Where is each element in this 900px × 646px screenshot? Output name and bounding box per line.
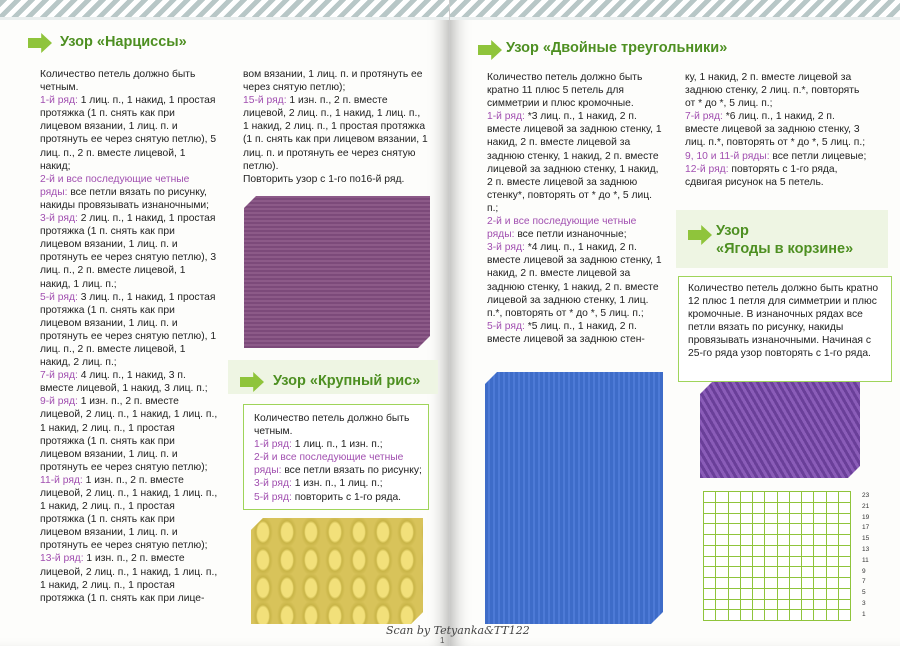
decorative-zigzag-border <box>450 0 900 20</box>
chart-cell <box>814 600 825 610</box>
chart-cell <box>753 610 764 620</box>
chart-cell <box>814 578 825 588</box>
row-label: 2-й и все последующие четные ряды: <box>487 216 637 241</box>
chart-cell <box>704 492 715 502</box>
chart-cell <box>704 524 715 534</box>
chart-row-number: 9 <box>862 567 866 575</box>
chart-cell <box>778 492 789 502</box>
chart-row-number: 11 <box>862 556 869 564</box>
chart-cell <box>753 503 764 513</box>
chart-row-number: 17 <box>862 524 870 532</box>
chart-cell <box>704 589 715 599</box>
chart-row-number: 15 <box>862 535 870 543</box>
row-label: 15-й ряд: <box>243 95 287 107</box>
chart-cell <box>814 589 825 599</box>
chart-row-number: 21 <box>862 502 870 510</box>
chart-cell <box>839 557 850 567</box>
narcissus-pattern-photo <box>244 196 430 348</box>
rice-pattern-photo <box>251 518 423 624</box>
chart-cell <box>778 514 789 524</box>
chart-cell <box>704 503 715 513</box>
chart-cell <box>778 589 789 599</box>
chart-cell <box>827 610 838 620</box>
row-label: 2-й и все последующие четные ряды: <box>40 173 190 198</box>
row-instruction: 1 лиц. п., 1 изн. п.; <box>291 439 383 451</box>
chart-cell <box>802 589 813 599</box>
chart-cell <box>753 600 764 610</box>
chart-cell <box>778 610 789 620</box>
row-label: 2-й и все последующие четные ряды: <box>254 452 404 477</box>
chart-cell <box>827 567 838 577</box>
chart-cell <box>827 546 838 556</box>
chart-cell <box>802 610 813 620</box>
chart-cell <box>716 567 727 577</box>
text-paragraph <box>254 438 422 451</box>
row-instruction: Повторить узор с 1-го по16-й ряд. <box>243 173 405 185</box>
chart-cell <box>753 535 764 545</box>
chart-cell <box>704 557 715 567</box>
chart-cell <box>839 578 850 588</box>
chart-cell <box>790 524 801 534</box>
chart-cell <box>790 546 801 556</box>
row-instruction: все петли лицевые; <box>769 150 867 162</box>
chart-cell <box>827 535 838 545</box>
chart-cell <box>716 535 727 545</box>
rice-text-box <box>243 404 429 510</box>
chart-cell <box>741 546 752 556</box>
berries-knitting-chart <box>703 491 851 621</box>
chart-cell <box>790 503 801 513</box>
chart-cell <box>802 524 813 534</box>
text-paragraph <box>40 291 218 370</box>
chart-cell <box>790 557 801 567</box>
chart-cell <box>839 492 850 502</box>
row-label: 3-й ряд: <box>254 478 292 490</box>
chart-cell <box>778 546 789 556</box>
row-instruction: Количество петель должно быть кратно 11 плюс 5 петель для симметрии и плюс кромочные. <box>487 72 643 110</box>
text-paragraph <box>40 369 218 395</box>
row-instruction: все петли изнаночные; <box>514 229 627 241</box>
chart-cell <box>741 567 752 577</box>
chart-cell <box>827 557 838 567</box>
chart-cell <box>716 610 727 620</box>
chart-cell <box>716 546 727 556</box>
chart-cell <box>765 600 776 610</box>
row-label: 7-й ряд: <box>40 370 78 382</box>
row-instruction: 1 изн. п., 2 п. вместе лицевой, 2 лиц. п., 1 накид, 1 лиц. п., 1 накид, 2 лиц. п., 1 простая протяжка (1 п. снять как при лицевом вязании, 1 лиц. п. и протянуть ее через снятую петлю); <box>40 474 218 552</box>
chart-cell <box>716 514 727 524</box>
chart-cell <box>827 589 838 599</box>
row-instruction: Количество петель должно быть четным. <box>254 413 410 438</box>
chart-cell <box>827 578 838 588</box>
chart-cell <box>839 546 850 556</box>
row-instruction: вом вязании, 1 лиц. п. и протянуть ее через снятую петлю); <box>243 69 423 94</box>
chart-row-number: 13 <box>862 545 870 553</box>
text-paragraph <box>685 71 871 110</box>
chart-cell <box>765 557 776 567</box>
chart-cell <box>802 546 813 556</box>
row-instruction: Количество петель должно быть четным. <box>40 69 196 94</box>
row-instruction: повторять с 1-го ряда, сдвигая рисунок на 5 петель. <box>685 163 838 188</box>
chart-cell <box>753 557 764 567</box>
text-paragraph <box>40 68 218 94</box>
chart-cell <box>753 567 764 577</box>
chart-cell <box>729 600 740 610</box>
chart-cell <box>814 514 825 524</box>
chart-cell <box>790 535 801 545</box>
chart-cell <box>741 503 752 513</box>
chart-cell <box>778 557 789 567</box>
text-paragraph <box>40 212 218 291</box>
chart-cell <box>765 524 776 534</box>
chart-cell <box>802 578 813 588</box>
chart-cell <box>839 610 850 620</box>
chart-cell <box>729 546 740 556</box>
row-label: 5-й ряд: <box>40 291 78 303</box>
chart-row-number: 5 <box>862 589 866 597</box>
chart-cell <box>802 492 813 502</box>
chart-cell <box>790 492 801 502</box>
chart-cell <box>716 557 727 567</box>
chart-cell <box>790 589 801 599</box>
chart-cell <box>839 524 850 534</box>
row-label: 1-й ряд: <box>487 111 525 123</box>
text-paragraph <box>254 451 422 477</box>
chart-cell <box>814 503 825 513</box>
text-paragraph <box>243 173 428 186</box>
chart-cell <box>839 567 850 577</box>
chart-cell <box>704 610 715 620</box>
chart-row-number: 3 <box>862 599 866 607</box>
row-instruction: *6 лиц. п., 1 накид, 2 п. вместе лицевой за заднюю стенку, 3 лиц. п.*, повторять от * до *, 5 лиц. п.; <box>685 111 866 149</box>
chart-cell <box>765 492 776 502</box>
chart-cell <box>753 514 764 524</box>
chart-cell <box>716 578 727 588</box>
decorative-zigzag-border <box>0 0 449 20</box>
rice-text <box>254 412 422 504</box>
chart-cell <box>778 524 789 534</box>
text-paragraph <box>487 71 662 110</box>
row-instruction: *5 лиц. п., 1 накид, 2 п. вместе лицевой за заднюю стен- <box>487 320 645 345</box>
berries-title-line1: Узор <box>716 223 749 239</box>
chart-cell <box>778 600 789 610</box>
chart-cell <box>802 514 813 524</box>
triangles-title: Узор «Двойные треугольники» <box>506 40 728 56</box>
text-paragraph <box>487 110 662 215</box>
row-label: 13-й ряд: <box>40 553 84 565</box>
row-instruction: *3 лиц. п., 1 накид, 2 п. вместе лицевой за заднюю стенку, 1 накид, 2 п. вместе лицевой за заднюю стенку, 1 накид, 2 п. вместе лицевой за заднюю стенку, 1 накид, 2 п. вместе лицевой за заднюю стенку*, повторять от * до *, 5 лиц. п.; <box>487 111 662 214</box>
chart-cell <box>827 514 838 524</box>
chart-cell <box>839 503 850 513</box>
berries-title <box>716 222 853 258</box>
chart-cell <box>753 524 764 534</box>
row-label: 9-й ряд: <box>40 396 78 408</box>
chart-row-number: 23 <box>862 492 870 499</box>
chart-cell <box>790 578 801 588</box>
chart-cell <box>778 535 789 545</box>
narcissus-title: Узор «Нарциссы» <box>60 34 187 50</box>
text-paragraph <box>685 163 871 189</box>
berries-text-box <box>678 276 892 382</box>
row-label: 9, 10 и 11-й ряды: <box>685 150 770 162</box>
chart-cell <box>778 503 789 513</box>
row-instruction: ку, 1 накид, 2 п. вместе лицевой за заднюю стенку, 2 лиц. п.*, повторять от * до *, 5 лиц. п.; <box>685 72 860 110</box>
text-paragraph <box>487 241 662 320</box>
chart-cell <box>729 492 740 502</box>
chart-cell <box>765 610 776 620</box>
text-paragraph <box>254 412 422 438</box>
chart-cell <box>741 535 752 545</box>
chart-cell <box>814 535 825 545</box>
row-instruction: 2 лиц. п., 1 накид, 1 простая протяжка (1 п. снять как при лицевом вязании, 1 лиц. п. и протянуть ее через снятую петлю), 3 лиц. п., 2 п. вместе лицевой, 1 накид, 1 лиц. п.; <box>40 213 217 290</box>
chart-cell <box>839 514 850 524</box>
chart-cell <box>827 503 838 513</box>
chart-cell <box>704 578 715 588</box>
chart-cell <box>704 514 715 524</box>
chart-cell <box>765 514 776 524</box>
chart-cell <box>839 535 850 545</box>
chart-cell <box>814 567 825 577</box>
row-instruction: 4 лиц. п., 1 накид, 3 п. вместе лицевой, 1 накид, 3 лиц. п.; <box>40 370 208 395</box>
chart-cell <box>765 535 776 545</box>
row-label: 12-й ряд: <box>685 163 729 175</box>
chart-cell <box>741 514 752 524</box>
chart-cell <box>814 557 825 567</box>
berries-pattern-photo <box>700 382 860 478</box>
chart-cell <box>827 524 838 534</box>
chart-cell <box>814 524 825 534</box>
chart-cell <box>753 578 764 588</box>
chart-cell <box>839 589 850 599</box>
rice-title: Узор «Крупный рис» <box>273 373 421 389</box>
row-label: 3-й ряд: <box>40 213 78 225</box>
chart-cell <box>741 524 752 534</box>
berries-title-line2: «Ягоды в корзине» <box>716 241 854 257</box>
chart-cell <box>778 578 789 588</box>
chart-cell <box>716 524 727 534</box>
row-label: 5-й ряд: <box>487 320 525 332</box>
chart-cell <box>765 567 776 577</box>
chart-cell <box>765 589 776 599</box>
text-paragraph <box>40 552 218 604</box>
chart-cell <box>741 492 752 502</box>
chart-cell <box>753 492 764 502</box>
triangles-text-col2 <box>685 71 871 189</box>
row-instruction: все петли вязать по рисунку, накиды провязывать изнаночными; <box>40 186 210 211</box>
chart-cell <box>790 567 801 577</box>
chart-row-numbers <box>862 491 880 621</box>
chart-cell <box>741 600 752 610</box>
chart-cell <box>729 503 740 513</box>
row-label: 1-й ряд: <box>40 95 78 107</box>
row-label: 5-й ряд: <box>254 491 292 503</box>
chart-cell <box>704 600 715 610</box>
text-paragraph <box>40 173 218 212</box>
chart-cell <box>814 546 825 556</box>
chart-cell <box>827 600 838 610</box>
row-label: 1-й ряд: <box>254 439 292 451</box>
berries-text: Количество петель должно быть кратно 12 плюс 1 петля для симметрии и плюс кромочные. В изнаночных рядах все петли вязать по рисунку, накиды провязывать изнаночными. Начиная с 25-го ряда узор повторять с 1-го ряда. <box>688 283 879 360</box>
text-paragraph <box>685 150 871 163</box>
chart-cell <box>753 546 764 556</box>
chart-row-number: 7 <box>862 578 866 586</box>
chart-cell <box>802 600 813 610</box>
row-instruction: 1 лиц. п., 1 накид, 1 простая протяжка (1 п. снять как при лицевом вязании, 1 лиц. п. и протянуть ее через снятую петлю), 5 лиц. п., 2 п. вместе лицевой, 1 накид; <box>40 95 217 172</box>
chart-cell <box>741 578 752 588</box>
chart-cell <box>814 610 825 620</box>
row-instruction: 3 лиц. п., 1 накид, 1 простая протяжка (1 п. снять как при лицевом вязании, 1 лиц. п. и протянуть ее через снятую петлю), 1 лиц. п., 2 п. вместе лицевой, 1 накид, 2 лиц. п.; <box>40 291 217 369</box>
text-paragraph <box>487 320 662 346</box>
text-paragraph <box>254 477 422 490</box>
chart-row-number: 1 <box>862 610 866 618</box>
chart-cell <box>839 600 850 610</box>
chart-cell <box>778 567 789 577</box>
chart-cell <box>716 492 727 502</box>
text-paragraph <box>243 68 428 94</box>
chart-cell <box>729 610 740 620</box>
narcissus-text-col1 <box>40 68 218 628</box>
row-instruction: 1 изн. п., 2 п. вместе лицевой, 2 лиц. п., 1 накид, 1 лиц. п., 1 накид, 2 лиц. п., 1 простая протяжка (1 п. снять как при лицевом вязании, 1 лиц. п. и протянуть ее через снятую петлю); <box>40 396 218 473</box>
chart-cell <box>729 557 740 567</box>
row-label: 3-й ряд: <box>487 242 525 254</box>
text-paragraph <box>40 94 218 173</box>
triangles-pattern-photo <box>485 372 663 624</box>
row-instruction: все петли вязать по рисунку; <box>281 465 422 477</box>
chart-cell <box>790 600 801 610</box>
row-instruction: повторить с 1-го ряда. <box>291 491 402 503</box>
row-instruction: *4 лиц. п., 1 накид, 2 п. вместе лицевой за заднюю стенку, 1 накид, 2 п. вместе лицевой за заднюю стенку, 1 накид, 2 п. вместе лицевой за заднюю стенку, 1 лиц. п.*, повторять от * до *, 5 лиц. п.; <box>487 242 662 319</box>
chart-cell <box>704 546 715 556</box>
narcissus-text-col2 <box>243 68 428 186</box>
chart-cell <box>741 610 752 620</box>
chart-cell <box>790 514 801 524</box>
chart-cell <box>802 567 813 577</box>
chart-cell <box>765 546 776 556</box>
row-instruction: 1 изн. п., 2 п. вместе лицевой, 2 лиц. п., 1 накид, 1 лиц. п., 1 накид, 2 лиц. п., 1 простая протяжка (1 п. снять как при лицевом вязании, 1 лиц. п. и протянуть ее через снятую петлю). <box>243 95 428 172</box>
chart-cell <box>802 557 813 567</box>
chart-cell <box>729 535 740 545</box>
row-instruction: 1 изн. п., 1 лиц. п.; <box>291 478 383 490</box>
text-paragraph <box>40 474 218 553</box>
chart-row-number: 19 <box>862 513 870 521</box>
row-label: 7-й ряд: <box>685 111 723 123</box>
chart-cell <box>729 514 740 524</box>
row-instruction: 1 изн. п., 2 п. вместе лицевой, 2 лиц. п., 1 накид, 1 лиц. п., 1 накид, 2 лиц. п., 1 простая протяжка (1 п. снять как при лице- <box>40 553 218 604</box>
row-label: 11-й ряд: <box>40 474 83 486</box>
chart-cell <box>716 503 727 513</box>
chart-cell <box>790 610 801 620</box>
text-paragraph <box>243 94 428 173</box>
chart-cell <box>765 503 776 513</box>
chart-cell <box>716 589 727 599</box>
text-paragraph <box>685 110 871 149</box>
chart-cell <box>729 567 740 577</box>
chart-cell <box>827 492 838 502</box>
chart-cell <box>729 589 740 599</box>
text-paragraph <box>254 491 422 504</box>
chart-cell <box>765 578 776 588</box>
chart-cell <box>729 578 740 588</box>
page-number: 1 <box>440 636 445 645</box>
chart-cell <box>741 589 752 599</box>
chart-cell <box>741 557 752 567</box>
chart-cell <box>814 492 825 502</box>
text-paragraph <box>487 215 662 241</box>
chart-cell <box>704 535 715 545</box>
triangles-text-col1 <box>487 71 662 367</box>
scan-credit: Scan by Tetyanka&TT122 <box>386 624 530 637</box>
chart-cell <box>753 589 764 599</box>
text-paragraph <box>40 395 218 474</box>
chart-cell <box>704 567 715 577</box>
chart-cell <box>802 535 813 545</box>
chart-cell <box>802 503 813 513</box>
chart-cell <box>716 600 727 610</box>
chart-cell <box>729 524 740 534</box>
